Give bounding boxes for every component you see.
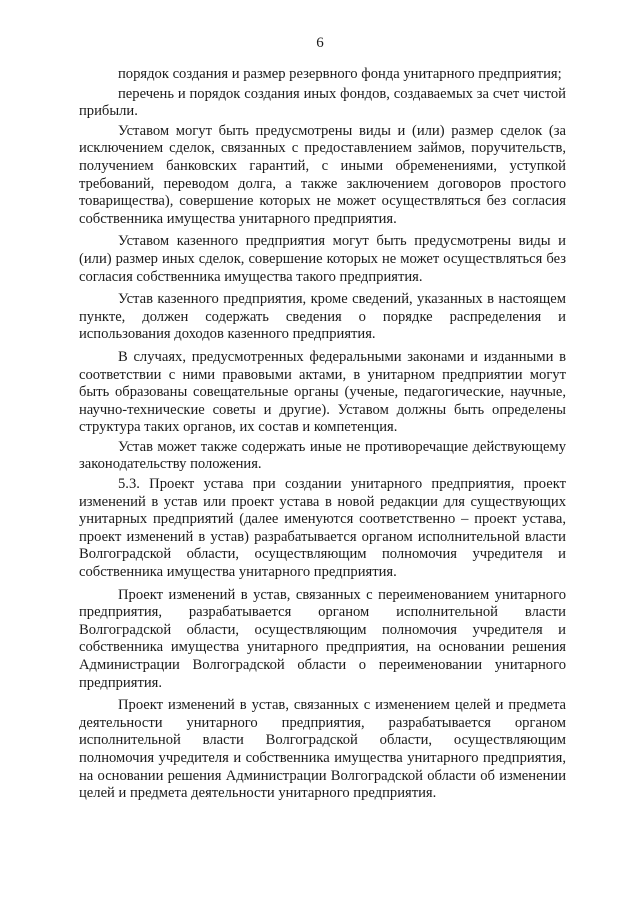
paragraph: Устав может также содержать иные не противоречащие действующему законодательству положения. bbox=[79, 438, 566, 473]
paragraph: Проект изменений в устав, связанных с изменением целей и предмета деятельности унитарного предприятия, разрабатывается органом исполнительной власти Волгоградской области, осуществляющим полномочия учредителя и собственника имущества унитарного предприятия, на основании решения Администрации Волгоградской области об изменении целей и предмета деятельности унитарного предприятия. bbox=[79, 697, 566, 802]
paragraph: В случаях, предусмотренных федеральными законами и изданными в соответствии с ними правовыми актами, в унитарном предприятии могут быть образованы совещательные органы (ученые, педагогические, научные, научно-технические советы и другие). Уставом должны быть определены структура таких органов, их состав и компетенция. bbox=[79, 348, 566, 436]
paragraph: Уставом могут быть предусмотрены виды и (или) размер сделок (за исключением сделок, связанных с предоставлением займов, поручительств, получением банковских гарантий, с иными обременениями, уступкой требований, переводом долга, а также заключением договоров простого товарищества), совершение которых не может осуществляться без согласия собственника имущества унитарного предприятия. bbox=[79, 122, 566, 227]
paragraph: перечень и порядок создания иных фондов, создаваемых за счет чистой прибыли. bbox=[79, 85, 566, 120]
document-body bbox=[79, 66, 566, 805]
paragraph: Устав казенного предприятия, кроме сведений, указанных в настоящем пункте, должен содержать сведения о порядке распределения и использования доходов казенного предприятия. bbox=[79, 291, 566, 343]
paragraph: Проект изменений в устав, связанных с переименованием унитарного предприятия, разрабатывается органом исполнительной власти Волгоградской области, осуществляющим полномочия учредителя и собственника имущества унитарного предприятия, на основании решения Администрации Волгоградской области о переименовании унитарного предприятия. bbox=[79, 586, 566, 691]
paragraph: Уставом казенного предприятия могут быть предусмотрены виды и (или) размер иных сделок, совершение которых не может осуществляться без согласия собственника имущества такого предприятия. bbox=[79, 233, 566, 285]
paragraph: 5.3. Проект устава при создании унитарного предприятия, проект изменений в устав или проект устава в новой редакции для существующих унитарных предприятий (далее именуются соответственно – проект устава, проект изменений в устав) разрабатывается органом исполнительной власти Волгоградской области, осуществляющим полномочия учредителя и собственника имущества унитарного предприятия. bbox=[79, 476, 566, 581]
page-number: 6 bbox=[316, 35, 324, 51]
paragraph: порядок создания и размер резервного фонда унитарного предприятия; bbox=[118, 66, 562, 82]
